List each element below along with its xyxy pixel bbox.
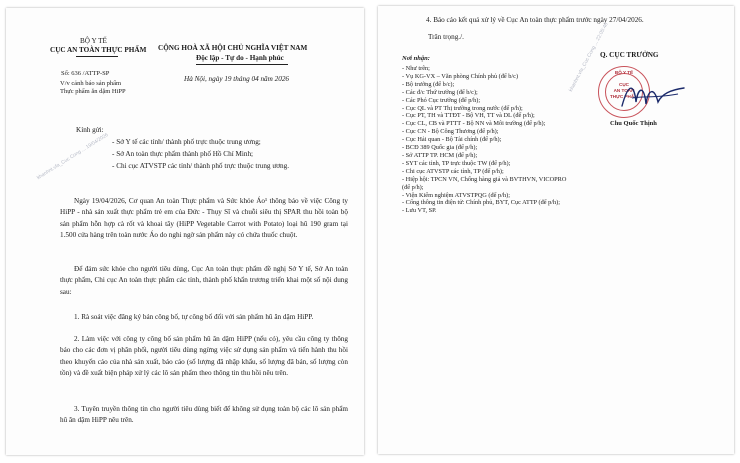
recipient-item: - Cục PT, TH và TTĐT - Bộ VH, TT và DL (để p/h);: [402, 112, 535, 120]
subject-line-2: Thực phẩm ăn dặm HiPP: [60, 88, 126, 95]
item-4: 4. Báo cáo kết quả xử lý về Cục An toàn thực phẩm trước ngày 27/04/2026.: [426, 16, 644, 24]
national-motto: Độc lập - Tự do - Hạnh phúc: [196, 54, 284, 62]
recipient-2: - Sở An toàn thực phẩm thành phố Hồ Chí Minh;: [112, 150, 254, 158]
recipient-item: - Sở ATTP TP. HCM (để p/h);: [402, 151, 478, 159]
ministry-name: BỘ Y TẾ: [80, 37, 107, 45]
recipient-item: - Cục QL và PT Thị trường trong nước (để p/h);: [402, 104, 523, 112]
recipient-item: - Các đ/c Thứ trưởng (để b/c);: [402, 88, 478, 96]
recipient-item: - Viện Kiểm nghiệm ATVSTPQG (để p/h);: [402, 191, 510, 199]
recipient-3: - Chi cục ATVSTP các tỉnh/ thành phố trực thuộc trung ương.: [112, 162, 290, 170]
closing: Trân trọng./.: [428, 33, 464, 41]
recipient-item: - BCĐ 389 Quốc gia (để p/h);: [402, 144, 478, 152]
seal-line-2: AN TOÀN: [613, 88, 635, 93]
recipient-item: - Bộ trưởng (để b/c);: [402, 80, 455, 88]
recipient-item: - Chi cục ATVSTP các tỉnh, TP (để p/h);: [402, 167, 504, 175]
recipient-item: - SYT các tỉnh, TP trực thuộc TW (để p/h);: [402, 159, 511, 167]
signer-title: Q. CỤC TRƯỞNG: [600, 51, 659, 59]
digital-signature-watermark-2: khanhnt.vfa_Cuc Cong ... 22:05:46: [568, 21, 610, 93]
recipients-heading: Nơi nhận:: [402, 55, 430, 62]
document-page-1: [6, 8, 364, 455]
recipient-item: - Lưu VT, SP.: [402, 207, 437, 215]
subject-line-1: V/v cảnh báo sản phẩm: [60, 80, 122, 87]
recipients-list: [402, 65, 570, 215]
signer-name: Chu Quốc Thịnh: [610, 120, 657, 127]
item-3: 3. Tuyên truyền thông tin cho người tiêu dùng biết để không sử dụng toàn bộ các lô sản phẩm hũ ăn dặm HiPP nêu trên.: [60, 405, 348, 425]
recipient-item: - Cục Hải quan - Bộ Tài chính (để p/h);: [402, 136, 502, 144]
recipient-item: - Cục CL, CB và PTTT - Bộ NN và Môi trường (để p/h);: [402, 120, 546, 128]
place-date: Hà Nội, ngày 19 tháng 04 năm 2026: [184, 75, 290, 83]
recipient-item: - Hiệp hội: TPCN VN, Chống hàng giả và BVTHVN, VICOPRO (để p/h);: [402, 175, 567, 191]
national-title: CỘNG HOÀ XÃ HỘI CHỦ NGHĨA VIỆT NAM: [158, 44, 308, 52]
document-number: Số: 636 /ATTP-SP: [61, 70, 110, 77]
agency-name: CỤC AN TOÀN THỰC PHẨM: [50, 46, 147, 54]
digital-signature-watermark: khanhnt.vfa_Cuc Cong ... 19/04/2026: [36, 132, 110, 182]
item-2: 2. Làm việc với công ty công bố sản phẩm hũ ăn dặm HiPP (nếu có), yêu cầu công ty thông báo cho các đơn vị phân phối, người tiêu dùng ngừng việc sử dụng sản phẩm và tiến hành thu hồi theo khuyến cáo của nhà sản xuất, báo cáo (số lượng đã nhập khẩu, số lượng đã bán, số lượng còn tồn) và đề xuất biện pháp xử lý các lô sản phẩm theo thông tin thu hồi nêu trên.: [60, 335, 348, 378]
greeting: Kính gửi:: [76, 126, 104, 134]
recipient-item: - Như trên;: [402, 65, 430, 72]
document-page-2: [378, 6, 734, 454]
recipient-item: - Vụ KG-VX – Văn phòng Chính phủ (để b/c): [402, 72, 519, 80]
recipient-item: - Cục CN - Bộ Công Thương (để p/h);: [402, 128, 499, 136]
intro-paragraph: Ngày 19/04/2026, Cơ quan An toàn Thực phẩm và Sức khỏe Áo¹ thông báo về việc Công ty HiPP - nhà sản xuất thực phẩm trẻ em của Đức - Thụy Sĩ và chuỗi siêu thị SPAR thu hồi toàn bộ sản phẩm hỗn hợp cà rốt và khoai tây (HiPP Vegetable Carrot with Potato) loại hũ 190 gram tại 1.500 cửa hàng trên toàn nước Áo do nghi ngờ sản phẩm này có chứa thuốc chuột.: [60, 197, 348, 240]
motto-underline: [196, 64, 288, 65]
seal-top-text: BỘ Y TẾ: [614, 70, 634, 75]
handwritten-signature: [618, 76, 688, 116]
seal-line-3: THỰC PHẨM: [609, 94, 639, 99]
recipient-item: - Các Phó Cục trưởng (để p/h);: [402, 96, 481, 104]
agency-underline: [76, 56, 118, 57]
recipient-1: - Sở Y tế các tỉnh/ thành phố trực thuộc trung ương;: [112, 138, 261, 146]
seal-line-1: CỤC: [619, 82, 629, 87]
item-1: 1. Rà soát việc đăng ký bản công bố, tự công bố đối với sản phẩm hũ ăn dặm HiPP.: [74, 313, 314, 321]
recipient-item: - Cổng thông tin điện tử: Chính phủ, BYT, Cục ATTP (để p/h);: [402, 199, 561, 207]
request-paragraph: Để đảm sức khỏe cho người tiêu dùng, Cục An toàn thực phẩm đề nghị Sở Y tế, Sở An toàn thực phẩm, Chi cục An toàn thực phẩm các tỉnh, thành phố khẩn trương triển khai một số nội dung sau:: [60, 265, 348, 296]
